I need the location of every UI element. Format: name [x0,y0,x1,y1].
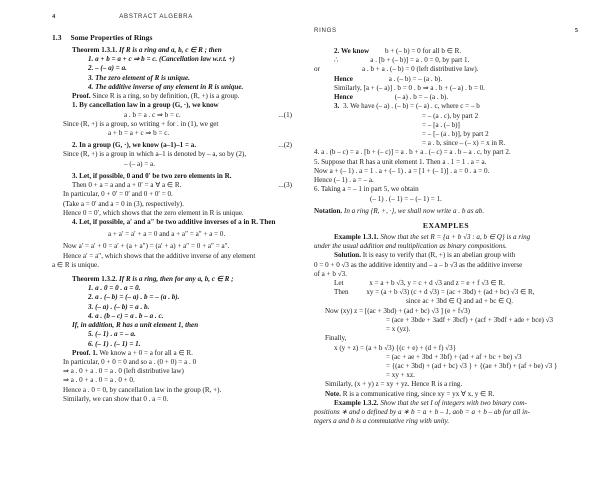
note-label: Note. [325,389,341,398]
proof-step2-eq0: b + (– b) = 0 for all b ∈ R. [384,47,462,55]
equation-tag-2: ...(2) [278,141,292,150]
theorem-1-3-1-label: Theorem 1.3.1. [72,46,118,54]
hence-label-1: Hence [334,74,353,83]
proof-1-step3-l4: Hence 0 = 0′, which shows that the zero element in R is unique. [63,208,244,217]
proof-step3-l1: = – (a . c), by part 2 [422,111,479,120]
proof-step3-num: 3. [334,102,340,111]
proof-step3-head-text: 3. We have (– a) . (– b) = (– a) . c, where c = – b [343,102,480,111]
proof-1-step1-eq-line [52,111,292,120]
proof-2-l5: Similarly, we can show that 0 . a = 0. [63,394,169,403]
finally-l2: = (ac + ae + 3bd + 3bf) + (ad + af + bc + be) √3 [386,352,522,361]
section-number: 1.3 [52,33,62,42]
section-title: Some Properties of Rings [70,33,153,42]
finally-label: Finally, [325,334,347,343]
page-right [300,0,600,489]
example-1-3-1-label: Example 1.3.1. [334,232,379,241]
proof-1-step4-eq2: Now a′ = a′ + 0 = a′ + (a + a″) = (a′ + a) + a″ = 0 + a″ = a″. [63,242,230,251]
similarly-l1: Similarly, (x + y) z = xy + yz. Hence R is a ring. [325,380,463,389]
proof-1-step1-head: 1. By cancellation law in a group (G, ·), we know [72,101,219,110]
proof-step3-l3: = – [– (a . b)], by part 2 [422,129,489,138]
solution-l3: of a + b √3. [314,269,347,278]
proof-2-label: Proof. 1. [72,348,98,357]
finally-l4: = xy + xz. [386,371,415,380]
then-line [314,288,578,297]
let-label: Let [334,279,344,288]
proof-step2-line1 [314,56,578,65]
example-1-3-2-statement-l3: tegers a and b is a commutative ring with unity. [314,417,450,426]
folio-left: 4 [52,13,56,20]
proof-1-step1-eq: a . b = a . c ⇒ b = c. [124,110,181,119]
theorem-1-3-1-line [52,46,292,55]
example-1-3-1-statement-l1: Show that the set R = {a + b √3 : a, b ∈ Q} is a ring [380,232,531,241]
now-l2: = (ace + 3bde + 3adf + 3bcf) + (acf + 3bdf + ade + bce) √3 [386,315,554,324]
solution-l2: 0 = 0 + 0 √3 as the additive identity and – a – b √3 as the additive inverse [314,260,523,269]
example-1-3-2-line1 [314,399,578,408]
proof-2-l1: In particular, 0 + 0 = 0 and so a . (0 + 0) = a . 0 [63,358,197,366]
proof-1-step2-note: Since (R, +) is a group in which a–1 is denoted by – a, so by (2), [63,150,247,159]
theorem-1-3-1-block [52,46,292,92]
proof-step2-eq2: a . b + a . (– b) = 0 (left distributive law). [362,65,479,74]
running-head-right [314,27,578,35]
example-1-3-2-label: Example 1.3.2. [334,398,379,407]
proof-step4: 4. a . (b – c) = a . [b + (– c)] = a . b + a . (– c) = a . b – a . c, by part 2. [314,148,511,157]
proof-1-step4-head: 4. Let, if possible, a′ and a″ be two additive inverses of a in R. Then [72,217,276,226]
example-1-3-2-block [314,399,578,427]
proof-step2-head-line [314,47,578,56]
theorem-1-3-2-item: 2. a . (– b) = (– a) . b = – (a . b). [88,293,180,302]
theorem-1-3-2-statement: If R is a ring, then for any a, b, c ∈ R ; [118,275,234,284]
proof-step3-l4: = a . b, since – (– x) = x in R. [422,139,506,148]
theorem-1-3-1-item: 3. The zero element of R is unique. [88,73,190,82]
proof-step2-eq1: a . [b + (– b)] = a . 0 = 0, by part 1. [370,56,470,65]
section-heading [52,33,292,42]
let-line [314,279,578,288]
example-1-3-2-statement-l1: Show that the set I of integers with two binary com- [380,398,527,407]
proof-2-lead-text: We know a + 0 = a for all a ∈ R. [99,348,193,357]
theorem-1-3-2-line [52,275,292,284]
proof-1-step3-head: 3. Let, if possible, 0 and 0′ be two zero elements in R. [72,171,232,180]
proof-2-l3: ⇒ a . 0 + a . 0 = a . 0 + 0. [63,376,135,385]
example-1-3-2-statement-l2: positions ∗ and o defined by a ∗ b = a + b – 1, aob = a + b – ab for all in- [314,408,531,417]
theorem-1-3-2-item: 6. (– 1) . (– 1) = 1. [88,339,141,348]
notation-line [314,207,578,216]
theorem-1-3-1-item: 4. The additive inverse of any element in R is unique. [88,82,244,91]
solution-l1: It is easy to verify that (R, +) is an abelian group with [362,251,516,260]
notation-label: Notation. [314,206,343,215]
proof-1-step4-l1: Hence a′ = a″, which shows that the additive inverse of any element [63,251,256,260]
hence-label-2: Hence [334,93,353,102]
let-equation: x = a + b √3, y = c + d √3 and z = e + f √3 ∈ R. [369,279,505,288]
proof-1-label: Proof. [72,92,91,101]
finally-l1: x (y + z) = (a + b √3) {(c + e) + (d + f) √3} [334,343,457,352]
proof-step2-eq3: a . (– b) = – (a . b). [388,74,443,83]
then-equation: xy = (a + b √3) (c + d √3) = (ac + 3bd) + (ad + bc) √3 ∈ R, [366,288,535,297]
then-label: Then [334,288,349,297]
therefore-symbol: ∴ [334,56,339,65]
theorem-1-3-1-item: 2. – (– a) = a. [88,64,127,73]
solution-line1 [314,251,578,260]
theorem-1-3-2-block [52,275,292,349]
running-head-left [52,13,292,21]
proof-1-step3-line1 [52,181,292,190]
proof-1-step2-head-line [52,141,292,150]
theorem-1-3-1-item: 1. a + b = a + c ⇒ b = c. (Cancellation law w.r.t. +) [88,55,235,64]
example-1-3-1-line1 [314,233,578,242]
equation-tag-1: ...(1) [278,110,292,119]
equation-tag-3: ...(3) [278,181,292,190]
proof-1-step4-eq1: a + a′ = a′ + a = 0 and a + a″ = a″ + a = 0. [108,230,226,239]
proof-step2-similarly: Similarly, [a + (– a)] . b = 0 . b ⇒ a . b + (– a) . b = 0. [334,83,485,92]
proof-step2-line4 [314,93,578,102]
proof-continuation-block [314,47,578,204]
proof-2-l4: Hence a . 0 = 0, by cancellation law in the group (R, +). [63,385,222,394]
example-1-3-1-block [314,233,578,399]
solution-label: Solution. [334,251,362,260]
proof-1-step3-l2: In particular, 0 + 0′ = 0′ and 0 + 0′ = 0. [63,190,173,199]
proof-step2-eq4: (– a) . b = – (a . b). [394,93,449,102]
proof-1-lead-text: Since R is a ring, so by definition, (R, +) is a group. [92,92,240,101]
now-l3: = x (yz). [386,325,411,334]
proof-step6-l2: (– 1) . (– 1) = – (– 1) = 1. [370,194,442,203]
proof-1-step2-head: 2. In a group (G, ·), we know (a–1)–1 = a. [72,141,197,150]
proof-2-lead [52,349,292,358]
or-label: or [314,65,320,74]
proof-step2-line2 [314,65,578,74]
proof-1-step3-l3: (Take a = 0′ and a = 0 in (3), respectively). [63,199,184,208]
proof-step5-l1: 5. Suppose that R has a unit element 1. Then a . 1 = 1 . a = a. [314,157,487,166]
proof-2-l2: ⇒ a . 0 + a . 0 = a . 0 (left distributive law) [63,367,184,376]
proof-step3-head [314,102,578,111]
theorem-1-3-2-item: 3. (– a) . (– b) = a . b. [88,302,150,311]
proof-1-step3-l1: Then 0 + a = a and a + 0′ = a ∀ a ∈ R. [72,181,182,190]
examples-heading: EXAMPLES [422,220,470,230]
proof-1-step1-eq2: a + b = a + c ⇒ b = c. [108,128,170,137]
proof-step5-l2: Now a + (– 1) . a = 1 . a + (– 1) . a = [1 + (– 1)] . a = 0 . a = 0. [314,166,490,175]
running-title-right: RINGS [314,27,337,34]
proof-1-block [52,92,292,270]
proof-1-step1-note: Since (R, +) is a group, so writing + for . in (1), we get [63,119,219,128]
proof-step2-line3 [314,75,578,84]
proof-step3-l2: = – [a . (– b)] [422,120,460,129]
theorem-1-3-2-label: Theorem 1.3.2. [72,275,118,284]
note-text: R is a communicative ring, since xy = yx ∀ x, y ∈ R. [342,389,495,398]
now-l1: Now (xy) z = [(ac + 3bd) + (ad + bc) √3 ] (e + f√3) [325,306,470,315]
proof-1-step4-l2: a ∈ R is unique. [52,260,99,269]
proof-step2-head: 2. We know [334,47,370,55]
finally-l3: = {(ac + 3bd) + (ad + bc) √3 } + {(ae + 3bf) + (af + be) √3 } [386,362,558,370]
notation-text: In a ring {R, +, ·}, we shall now write a . b as ab. [343,206,485,215]
proof-step6-l1: 6. Taking a = – 1 in part 5, we obtain [314,185,419,194]
note-line [314,390,578,399]
proof-1-lead [52,92,292,101]
example-1-3-1-statement-l2: under the usual addition and multiplication as binary compositions. [314,242,507,251]
theorem-1-3-2-item: 1. a . 0 = 0 . a = 0. [88,284,141,293]
theorem-1-3-2-item: 4. a . (b – c) = a . b – a . c. [88,311,164,320]
then-since: since ac + 3bd ∈ Q and ad + bc ∈ Q. [406,297,514,306]
proof-step5-l3: Hence (– 1) . a = – a. [314,176,374,185]
folio-right: 5 [574,27,578,34]
theorem-1-3-2-item: 5. (– 1) . a = – a. [88,330,136,339]
theorem-1-3-1-statement: If R is a ring and a, b, c ∈ R ; then [118,46,222,54]
theorem-1-3-2-unit-note: If, in addition, R has a unit element 1, then [72,321,199,330]
proof-1-step2-eq: – (– a) = a. [124,159,155,168]
proof-2-block [52,349,292,404]
running-title-left: ABSTRACT ALGEBRA [119,13,194,20]
